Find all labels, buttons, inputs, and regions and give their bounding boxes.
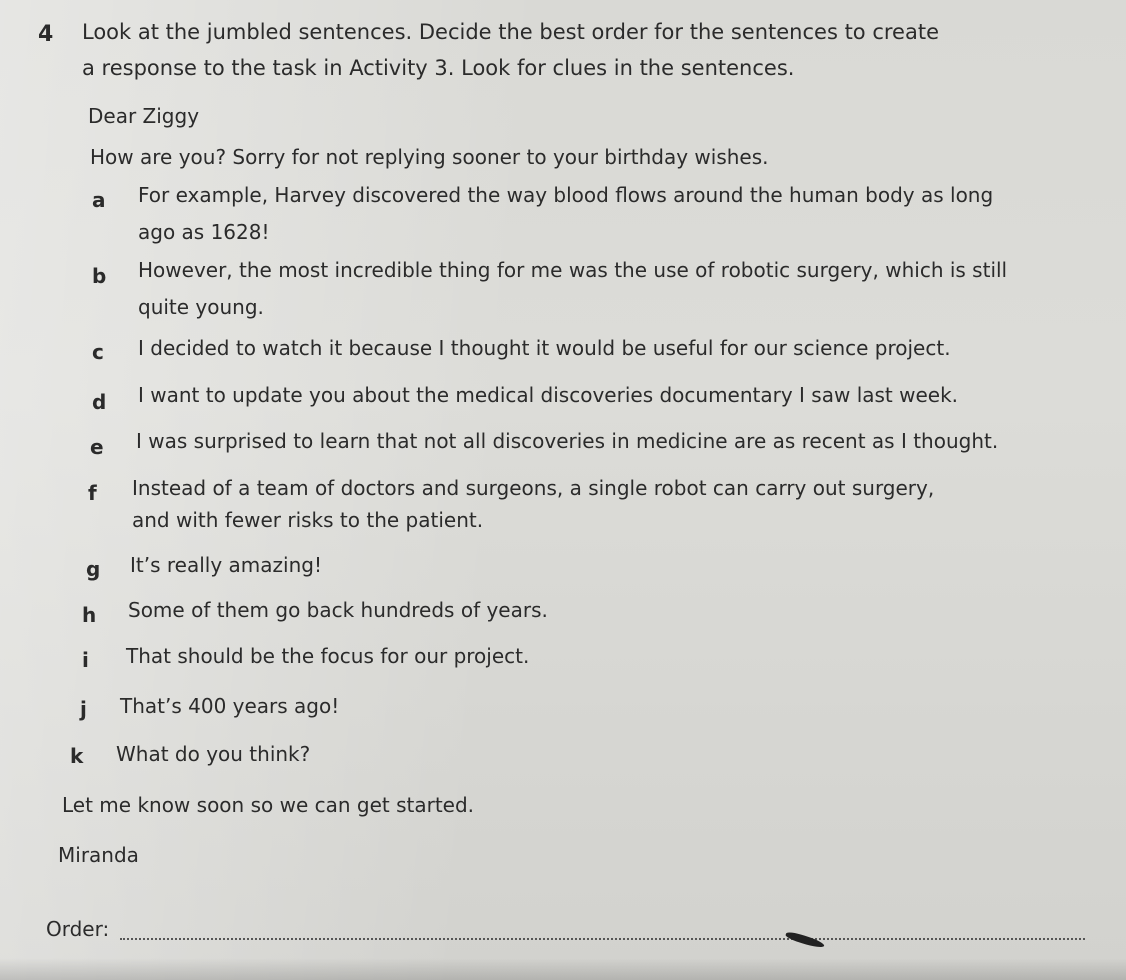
letter-opening: How are you? Sorry for not replying sooner to your birthday wishes.: [90, 145, 769, 169]
sentence-text: Some of them go back hundreds of years.: [128, 598, 548, 622]
sentence-label: a: [92, 188, 106, 212]
sentence-text: That’s 400 years ago!: [120, 694, 340, 718]
task-number: 4: [38, 22, 54, 47]
sentence-label: f: [88, 481, 97, 505]
letter-greeting: Dear Ziggy: [88, 104, 200, 128]
sentence-text: I was surprised to learn that not all discoveries in medicine are as recent as I thought.: [136, 429, 999, 453]
sentence-text: For example, Harvey discovered the way blood flows around the human body as long: [138, 183, 994, 207]
sentence-label: e: [90, 435, 104, 459]
sentence-text-continued: ago as 1628!: [138, 220, 270, 244]
task-instruction-line-2: a response to the task in Activity 3. Look for clues in the sentences.: [82, 56, 795, 80]
sentence-label: k: [70, 744, 84, 768]
sentence-text-continued: quite young.: [138, 295, 264, 319]
sentence-label: d: [92, 390, 107, 414]
task-instruction-line-1: Look at the jumbled sentences. Decide the best order for the sentences to create: [82, 20, 939, 44]
sentence-label: h: [82, 603, 97, 627]
sentence-text: It’s really amazing!: [130, 553, 322, 577]
sentence-text-continued: and with fewer risks to the patient.: [132, 508, 484, 532]
letter-closing: Let me know soon so we can get started.: [62, 793, 475, 817]
order-label: Order:: [46, 917, 110, 941]
pen-mark: [785, 930, 826, 950]
letter-signature: Miranda: [58, 843, 139, 867]
sentence-text: I want to update you about the medical discoveries documentary I saw last week.: [138, 383, 959, 407]
sentence-label: b: [92, 264, 107, 288]
sentence-label: i: [82, 648, 89, 672]
sentence-text: Instead of a team of doctors and surgeons, a single robot can carry out surgery,: [132, 476, 935, 500]
sentence-text: That should be the focus for our project.: [126, 644, 530, 668]
sentence-text: I decided to watch it because I thought it would be useful for our science project.: [138, 336, 951, 360]
sentence-label: c: [92, 340, 104, 364]
order-answer-line[interactable]: [120, 938, 1085, 940]
sentence-label: g: [86, 557, 101, 581]
sentence-text: What do you think?: [116, 742, 311, 766]
sentence-text: However, the most incredible thing for me was the use of robotic surgery, which is still: [138, 258, 1008, 282]
sentence-label: j: [80, 697, 87, 721]
